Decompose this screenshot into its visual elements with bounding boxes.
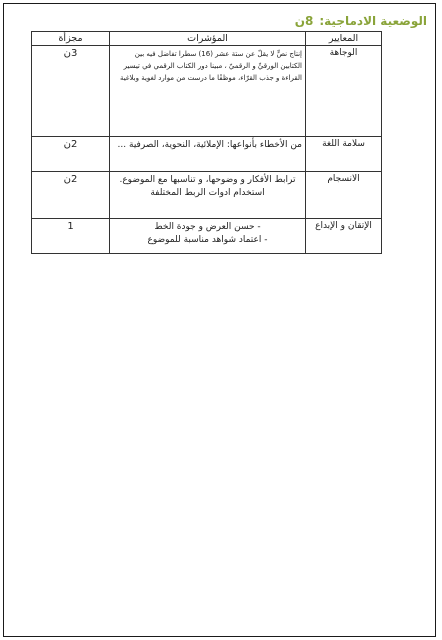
mark-cell: 3ن <box>32 46 110 137</box>
mark-cell: 2ن <box>32 172 110 219</box>
indicator-line: ترابط الأفكار و وضوحها، و تناسبها مع الموضوع. <box>119 175 296 185</box>
section-title: الوضعية الادماجية: <box>319 14 427 28</box>
table-row <box>32 137 382 172</box>
section-heading <box>295 14 427 28</box>
header-indicators: المؤشرات <box>110 32 306 46</box>
document-page <box>3 3 436 637</box>
indicator-line: استخدام ادوات الربط المختلفة <box>150 188 265 198</box>
criterion-cell: الانسجام <box>306 172 382 219</box>
grading-table <box>31 31 382 254</box>
header-marks: مجزأة <box>32 32 110 46</box>
table-row <box>32 46 382 137</box>
indicator-line: - اعتماد شواهد مناسبة للموضوع <box>147 235 268 245</box>
header-criteria: المعايير <box>306 32 382 46</box>
mark-cell: 2ن <box>32 137 110 172</box>
indicators-cell <box>110 219 306 254</box>
indicators-cell: إنتاج نصٍّ لا يقلّ عن ستة عشر (16) سطرا تفاضل فيه بين الكتابين الورقيِّ و الرقميّ ، مبينا دور الكتاب الرقمي في تيسير القراءة و جذب القرّاء، موظفًا ما درست من موارد لغوية وبلاغية <box>110 46 306 137</box>
section-score: 8ن <box>294 14 314 28</box>
mark-cell: 1 <box>32 219 110 254</box>
criterion-cell: سلامة اللغة <box>306 137 382 172</box>
indicators-cell: من الأخطاء بأنواعها: الإملائية، النحوية، الصرفية ... <box>110 137 306 172</box>
criterion-cell: الوجاهة <box>306 46 382 137</box>
indicator-line: - حسن العرض و جودة الخط <box>154 222 261 232</box>
criterion-cell: الإتقان و الإبداع <box>306 219 382 254</box>
table-row <box>32 219 382 254</box>
indicators-cell <box>110 172 306 219</box>
table-header-row <box>32 32 382 46</box>
table-row <box>32 172 382 219</box>
